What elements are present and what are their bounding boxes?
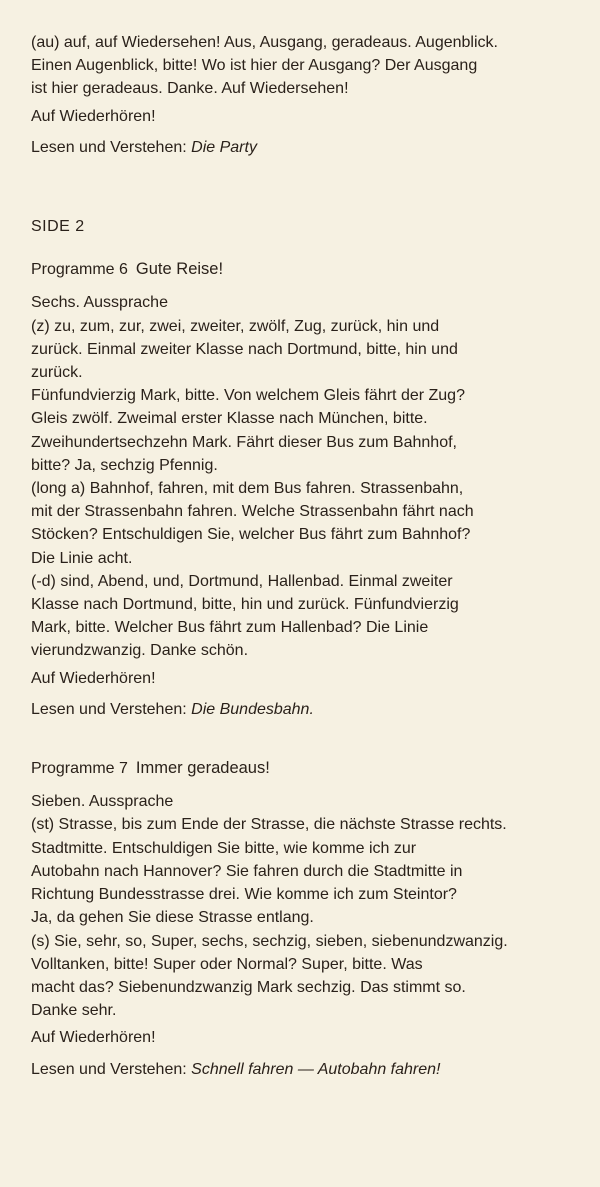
text-line: Ja, da gehen Sie diese Strasse entlang.	[31, 909, 314, 927]
programme-label: Programme 6	[31, 261, 128, 279]
text-line: Autobahn nach Hannover? Sie fahren durch die Stadtmitte in	[31, 862, 463, 880]
text-line: zurück.	[31, 364, 83, 382]
text-line: zurück. Einmal zweiter Klasse nach Dortmund, bitte, hin und	[31, 340, 458, 358]
programme-label: Programme 7	[31, 760, 128, 778]
text-line: Sieben. Aussprache	[31, 793, 174, 811]
lesen-line	[31, 698, 591, 721]
programme-heading	[31, 258, 591, 281]
programme-title: Gute Reise!	[135, 260, 224, 279]
farewell-line: Auf Wiederhören!	[31, 1029, 156, 1047]
text-line: Richtung Bundesstrasse drei. Wie komme ich zum Steintor?	[31, 886, 457, 904]
intro-section	[31, 31, 591, 159]
text-line: (-d) sind, Abend, und, Dortmund, Hallenbad. Einmal zweiter	[31, 572, 453, 590]
text-line: Klasse nach Dortmund, bitte, hin und zurück. Fünfundvierzig	[31, 596, 459, 614]
document-page	[31, 31, 591, 1081]
text-line: Fünfundvierzig Mark, bitte. Von welchem Gleis fährt der Zug?	[31, 387, 465, 405]
text-line: Gleis zwölf. Zweimal erster Klasse nach München, bitte.	[31, 410, 428, 428]
lesen-label: Lesen und Verstehen:	[31, 138, 187, 156]
programme-text	[31, 291, 591, 662]
programme-7-section	[31, 757, 591, 1081]
text-line: Sechs. Aussprache	[31, 294, 168, 312]
text-line: (s) Sie, sehr, so, Super, sechs, sechzig, sieben, siebenundzwanzig.	[31, 932, 508, 950]
farewell-line: Auf Wiederhören!	[31, 669, 156, 687]
text-line: Stöcken? Entschuldigen Sie, welcher Bus fährt zum Bahnhof?	[31, 526, 471, 544]
text-line: Stadtmitte. Entschuldigen Sie bitte, wie komme ich zur	[31, 839, 417, 857]
text-line: Volltanken, bitte! Super oder Normal? Super, bitte. Was	[31, 955, 423, 973]
text-line: vierundzwanzig. Danke schön.	[31, 642, 249, 660]
programme-heading	[31, 757, 591, 780]
lesen-line	[31, 1058, 591, 1081]
text-line: macht das? Siebenundzwanzig Mark sechzig. Das stimmt so.	[31, 978, 466, 996]
lesen-line	[31, 136, 591, 159]
lesen-label: Lesen und Verstehen:	[31, 700, 187, 718]
intro-text	[31, 31, 591, 101]
programme-6-section	[31, 258, 591, 721]
text-line: Die Linie acht.	[31, 549, 133, 567]
lesen-title: Schnell fahren — Autobahn fahren!	[191, 1060, 441, 1078]
side-label: SIDE 2	[31, 218, 85, 236]
text-line: Zweihundertsechzehn Mark. Fährt dieser Bus zum Bahnhof,	[31, 433, 457, 451]
text-line: (long a) Bahnhof, fahren, mit dem Bus fahren. Strassenbahn,	[31, 480, 464, 498]
text-line: bitte? Ja, sechzig Pfennig.	[31, 456, 218, 474]
text-line: (st) Strasse, bis zum Ende der Strasse, die nächste Strasse rechts.	[31, 816, 507, 834]
text-line: ist hier geradeaus. Danke. Auf Wiedersehen!	[31, 80, 349, 98]
text-line: Mark, bitte. Welcher Bus fährt zum Hallenbad? Die Linie	[31, 619, 429, 637]
programme-title: Immer geradeaus!	[135, 759, 270, 778]
text-line: (au) auf, auf Wiedersehen! Aus, Ausgang, geradeaus. Augenblick.	[31, 34, 498, 51]
text-line: Einen Augenblick, bitte! Wo ist hier der Ausgang? Der Ausgang	[31, 57, 478, 75]
farewell-line: Auf Wiederhören!	[31, 107, 156, 125]
text-line: (z) zu, zum, zur, zwei, zweiter, zwölf, Zug, zurück, hin und	[31, 317, 440, 335]
programme-text	[31, 790, 591, 1022]
lesen-title: Die Party	[191, 138, 257, 156]
lesen-label: Lesen und Verstehen:	[31, 1060, 187, 1078]
lesen-title: Die Bundesbahn.	[191, 700, 314, 718]
text-line: Danke sehr.	[31, 1002, 117, 1020]
text-line: mit der Strassenbahn fahren. Welche Strassenbahn fährt nach	[31, 503, 474, 521]
